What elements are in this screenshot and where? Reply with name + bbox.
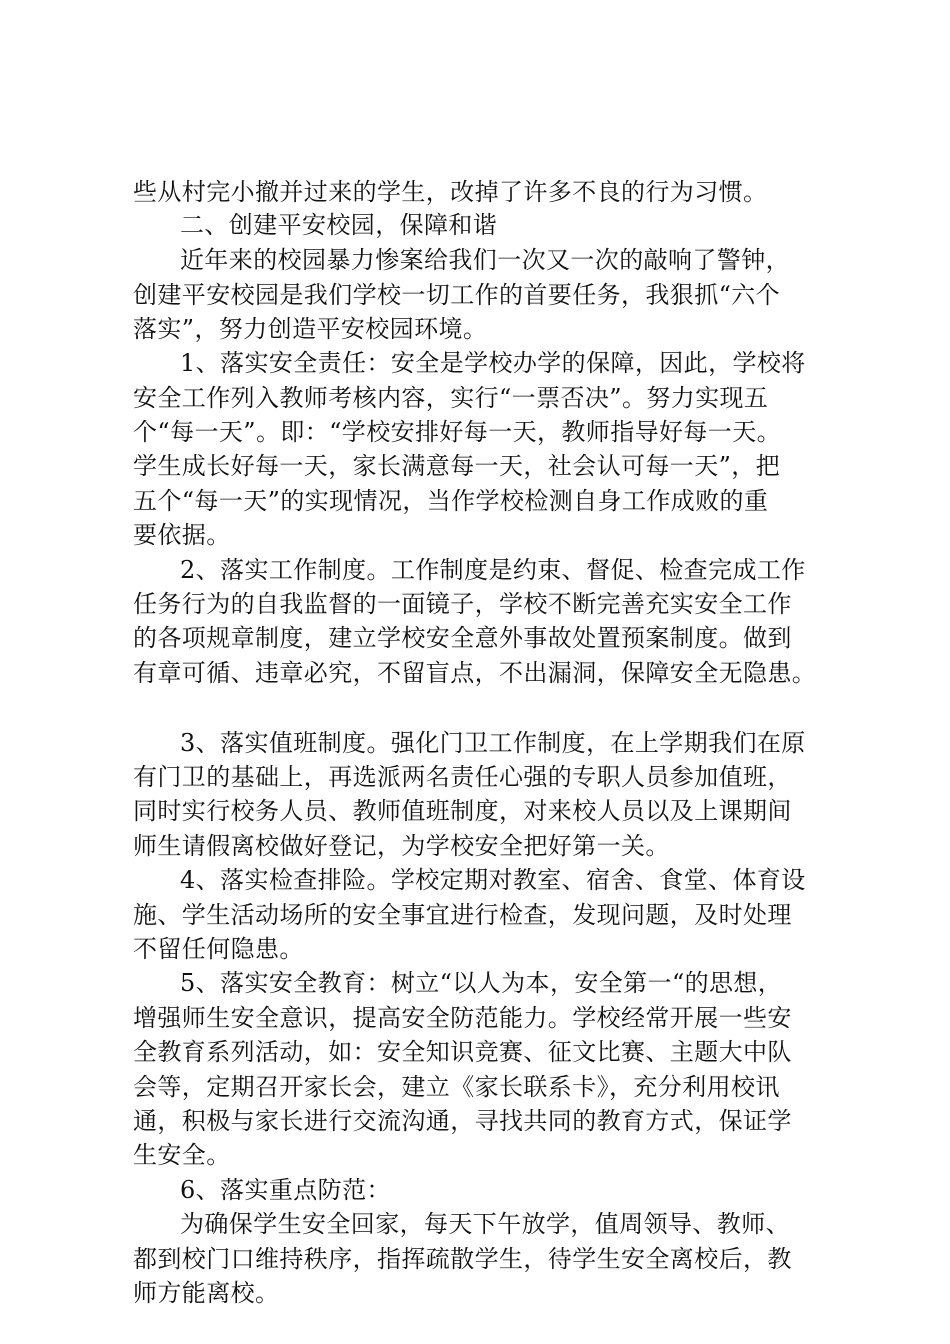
text-line-15: 有章可循、违章必究，不留盲点，不出漏洞，保障安全无隐患。 bbox=[133, 659, 817, 687]
text-line-14: 的各项规章制度，建立学校安全意外事故处置预案制度。做到 bbox=[133, 624, 792, 652]
text-line-4: 创建平安校园是我们学校一切工作的首要任务，我狠抓“六个 bbox=[133, 281, 781, 309]
text-line-19: 师生请假离校做好登记，为学校安全把好第一关。 bbox=[133, 832, 670, 860]
text-line-28: 生安全。 bbox=[133, 1141, 231, 1169]
text-line-6: 1、落实安全责任：安全是学校办学的保障，因此，学校将 bbox=[180, 349, 806, 377]
text-line-24: 增强师生安全意识，提高安全防范能力。学校经常开展一些安 bbox=[133, 1004, 792, 1032]
text-line-1: 些从村完小撤并过来的学生，改掉了许多不良的行为习惯。 bbox=[133, 178, 768, 206]
text-line-26: 会等，定期召开家长会，建立《家长联系卡》，充分利用校讯 bbox=[133, 1073, 780, 1101]
text-line-22: 不留任何隐患。 bbox=[133, 935, 304, 963]
text-line-23: 5、落实安全教育：树立“以人为本，安全第一“的思想， bbox=[180, 969, 783, 997]
text-line-29: 6、落实重点防范： bbox=[180, 1176, 391, 1204]
text-line-13: 任务行为的自我监督的一面镜子，学校不断完善充实安全工作 bbox=[133, 590, 792, 618]
text-line-31: 都到校门口维持秩序，指挥疏散学生，待学生安全离校后，教 bbox=[133, 1245, 792, 1273]
text-line-17: 有门卫的基础上，再选派两名责任心强的专职人员参加值班， bbox=[133, 763, 792, 791]
text-line-27: 通，积极与家长进行交流沟通，寻找共同的教育方式，保证学 bbox=[133, 1107, 792, 1135]
text-line-9: 学生成长好每一天，家长满意每一天，社会认可每一天”，把 bbox=[133, 452, 781, 480]
text-line-30: 为确保学生安全回家，每天下午放学，值周领导、教师、 bbox=[180, 1210, 790, 1238]
text-line-16: 3、落实值班制度。强化门卫工作制度，在上学期我们在原 bbox=[180, 729, 806, 757]
text-line-20: 4、落实检查排险。学校定期对教室、宿舍、食堂、体育设 bbox=[180, 866, 806, 894]
text-line-11: 要依据。 bbox=[133, 521, 231, 549]
text-line-18: 同时实行校务人员、教师值班制度，对来校人员以及上课期间 bbox=[133, 797, 792, 825]
text-line-7: 安全工作列入教师考核内容，实行“一票否决”。努力实现五 bbox=[133, 384, 769, 412]
text-line-32: 师方能离校。 bbox=[133, 1279, 280, 1307]
text-line-5: 落实”，努力创造平安校园环境。 bbox=[133, 315, 488, 343]
text-line-3: 近年来的校园暴力惨案给我们一次又一次的敲响了警钟， bbox=[180, 246, 790, 274]
text-line-25: 全教育系列活动，如：安全知识竞赛、征文比赛、主题大中队 bbox=[133, 1038, 792, 1066]
text-line-8: 个“每一天”。即：“学校安排好每一天，教师指导好每一天。 bbox=[133, 418, 782, 446]
text-line-12: 2、落实工作制度。工作制度是约束、督促、检查完成工作 bbox=[180, 556, 806, 584]
section-heading: 二、创建平安校园，保障和谐 bbox=[180, 211, 498, 239]
text-line-10: 五个“每一天”的实现情况，当作学校检测自身工作成败的重 bbox=[133, 487, 769, 515]
text-line-21: 施、学生活动场所的安全事宜进行检查，发现问题，及时处理 bbox=[133, 901, 792, 929]
